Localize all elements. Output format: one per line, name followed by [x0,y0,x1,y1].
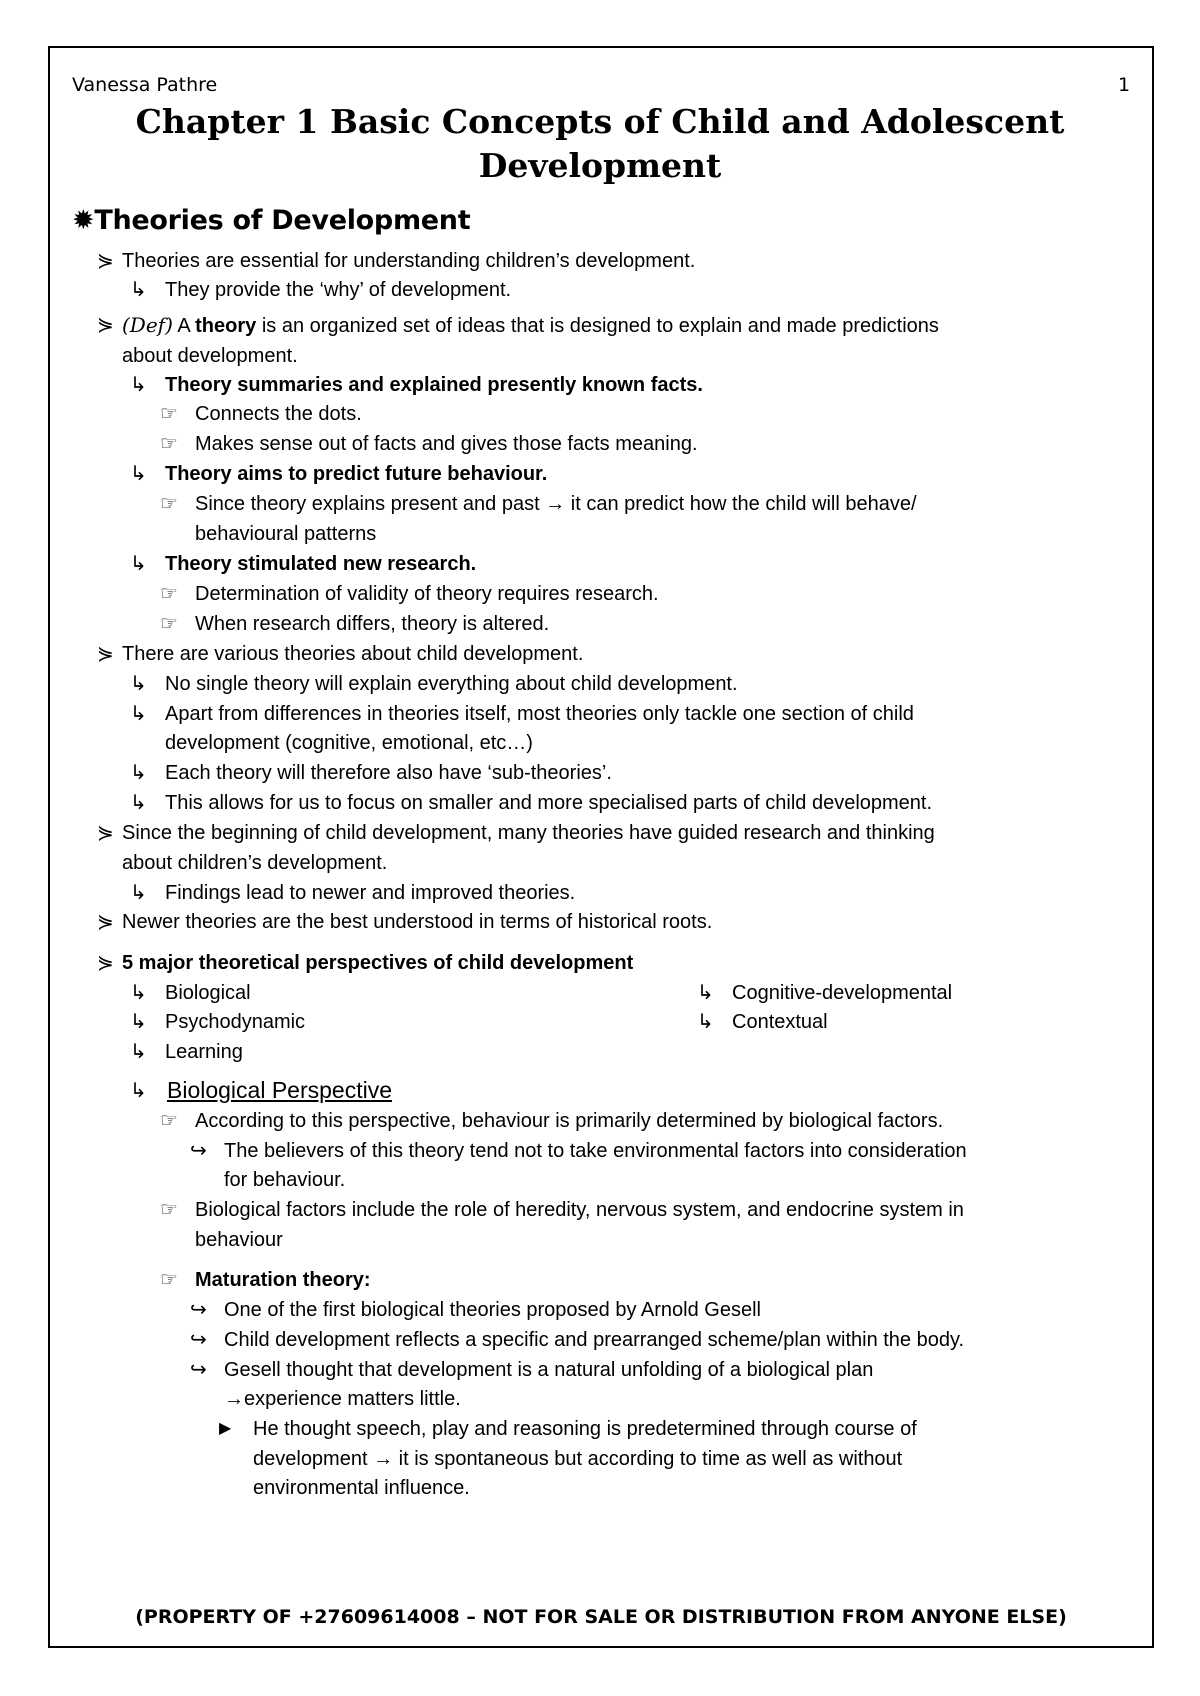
list-item-continuation: →experience matters little. [224,1388,461,1410]
perspective-item: Learning [165,1041,243,1063]
hooked-arrow-icon: ↳ [130,279,147,301]
hooked-arrow-icon: ↳ [697,982,714,1004]
list-item-continuation: for behaviour. [224,1169,346,1191]
starburst-icon: ✹ [72,205,95,236]
perspective-item: Biological [165,982,251,1004]
pointing-hand-icon: ☞ [160,433,178,455]
list-item: Makes sense out of facts and gives those facts meaning. [195,433,698,455]
list-item: He thought speech, play and reasoning is predetermined through course of [253,1418,917,1440]
hooked-arrow-icon: ↳ [130,792,147,814]
hooked-arrow-icon: ↳ [130,553,147,575]
list-item: Connects the dots. [195,403,362,425]
list-item: (Def) A theory is an organized set of ideas that is designed to explain and made predictions [122,313,939,337]
list-item: Child development reflects a specific and prearranged scheme/plan within the body. [224,1329,965,1351]
hooked-arrow-icon: ↳ [130,1041,147,1063]
list-item-continuation: about development. [122,345,298,367]
list-item-continuation: about children’s development. [122,852,388,874]
list-item: Apart from differences in theories itself, most theories only tackle one section of child [165,703,914,725]
pointing-hand-icon: ☞ [160,613,178,635]
list-item: Theory stimulated new research. [165,553,477,575]
page-number: 1 [1118,74,1131,96]
hooked-arrow-icon: ↳ [697,1011,714,1033]
hooked-arrow-icon: ↳ [130,703,147,725]
list-item-continuation: behaviour [195,1229,283,1251]
hooked-arrow-icon: ↳ [130,882,147,904]
list-item: Theory aims to predict future behaviour. [165,463,548,485]
section-heading: ✹Theories of Development [72,205,471,236]
list-item: Each theory will therefore also have ‘sub-theories’. [165,762,612,784]
list-item-continuation: development (cognitive, emotional, etc…) [165,732,533,754]
page-title [80,100,1120,188]
list-item: This allows for us to focus on smaller and more specialised parts of child development. [165,792,933,814]
list-item: Findings lead to newer and improved theories. [165,882,576,904]
right-hook-arrow-icon: ↪ [190,1140,207,1162]
list-item-continuation: environmental influence. [253,1477,470,1499]
list-item: The believers of this theory tend not to take environmental factors into consideration [224,1140,967,1162]
pointing-hand-icon: ☞ [160,403,178,425]
hooked-arrow-icon: ↳ [130,982,147,1004]
list-item: Determination of validity of theory requires research. [195,583,659,605]
pointing-hand-icon: ☞ [160,583,178,605]
list-item: Newer theories are the best understood in terms of historical roots. [122,911,713,933]
right-hook-arrow-icon: ↪ [190,1299,207,1321]
title-line-1: Chapter 1 Basic Concepts of Child and Adolescent [135,102,1065,141]
pointing-hand-icon: ☞ [160,1110,178,1132]
hooked-arrow-icon: ↳ [130,1011,147,1033]
hooked-arrow-icon: ↳ [130,762,147,784]
title-line-2: Development [478,146,722,185]
arrow-bullet-icon: ⋟ [97,952,114,974]
perspective-item: Psychodynamic [165,1011,306,1033]
perspective-item: Contextual [732,1011,828,1033]
list-item: According to this perspective, behaviour is primarily determined by biological factors. [195,1110,944,1132]
hooked-arrow-icon: ↳ [130,1080,147,1102]
def-label: (Def) [122,313,173,337]
list-item: Theories are essential for understanding children’s development. [122,250,696,272]
list-item: Biological factors include the role of heredity, nervous system, and endocrine system in [195,1199,964,1221]
list-item: Gesell thought that development is a natural unfolding of a biological plan [224,1359,874,1381]
footer-notice: (PROPERTY OF +27609614008 – NOT FOR SALE OR DISTRIBUTION FROM ANYONE ELSE) [135,1606,1067,1628]
list-item: One of the first biological theories proposed by Arnold Gesell [224,1299,761,1321]
hooked-arrow-icon: ↳ [130,673,147,695]
pointing-hand-icon: ☞ [160,493,178,515]
arrow-bullet-icon: ⋟ [97,250,114,272]
list-item: 5 major theoretical perspectives of child development [122,952,634,974]
list-item: Since the beginning of child development, many theories have guided research and thinking [122,822,935,844]
hooked-arrow-icon: ↳ [130,463,147,485]
right-hook-arrow-icon: ↪ [190,1329,207,1351]
list-item: They provide the ‘why’ of development. [165,279,512,301]
pointing-hand-icon: ☞ [160,1199,178,1221]
subsection-heading: Biological Perspective [167,1077,393,1103]
list-item-continuation: behavioural patterns [195,523,377,545]
pointing-hand-icon: ☞ [160,1269,178,1291]
triangle-bullet-icon: ▶ [219,1420,232,1437]
arrow-bullet-icon: ⋟ [97,822,114,844]
hooked-arrow-icon: ↳ [130,374,147,396]
arrow-bullet-icon: ⋟ [97,314,114,336]
theory-term: theory [195,315,257,337]
list-item: Maturation theory: [195,1269,371,1291]
list-item: Since theory explains present and past → it can predict how the child will behave/ [195,493,917,515]
arrow-bullet-icon: ⋟ [97,643,114,665]
arrow-bullet-icon: ⋟ [97,911,114,933]
right-hook-arrow-icon: ↪ [190,1359,207,1381]
list-item: No single theory will explain everything about child development. [165,673,738,695]
list-item-continuation: development → it is spontaneous but according to time as well as without [253,1448,903,1470]
author-name: Vanessa Pathre [72,74,218,96]
list-item: When research differs, theory is altered. [195,613,550,635]
perspective-item: Cognitive-developmental [732,982,953,1004]
list-item: Theory summaries and explained presently known facts. [165,374,703,396]
list-item: There are various theories about child development. [122,643,584,665]
